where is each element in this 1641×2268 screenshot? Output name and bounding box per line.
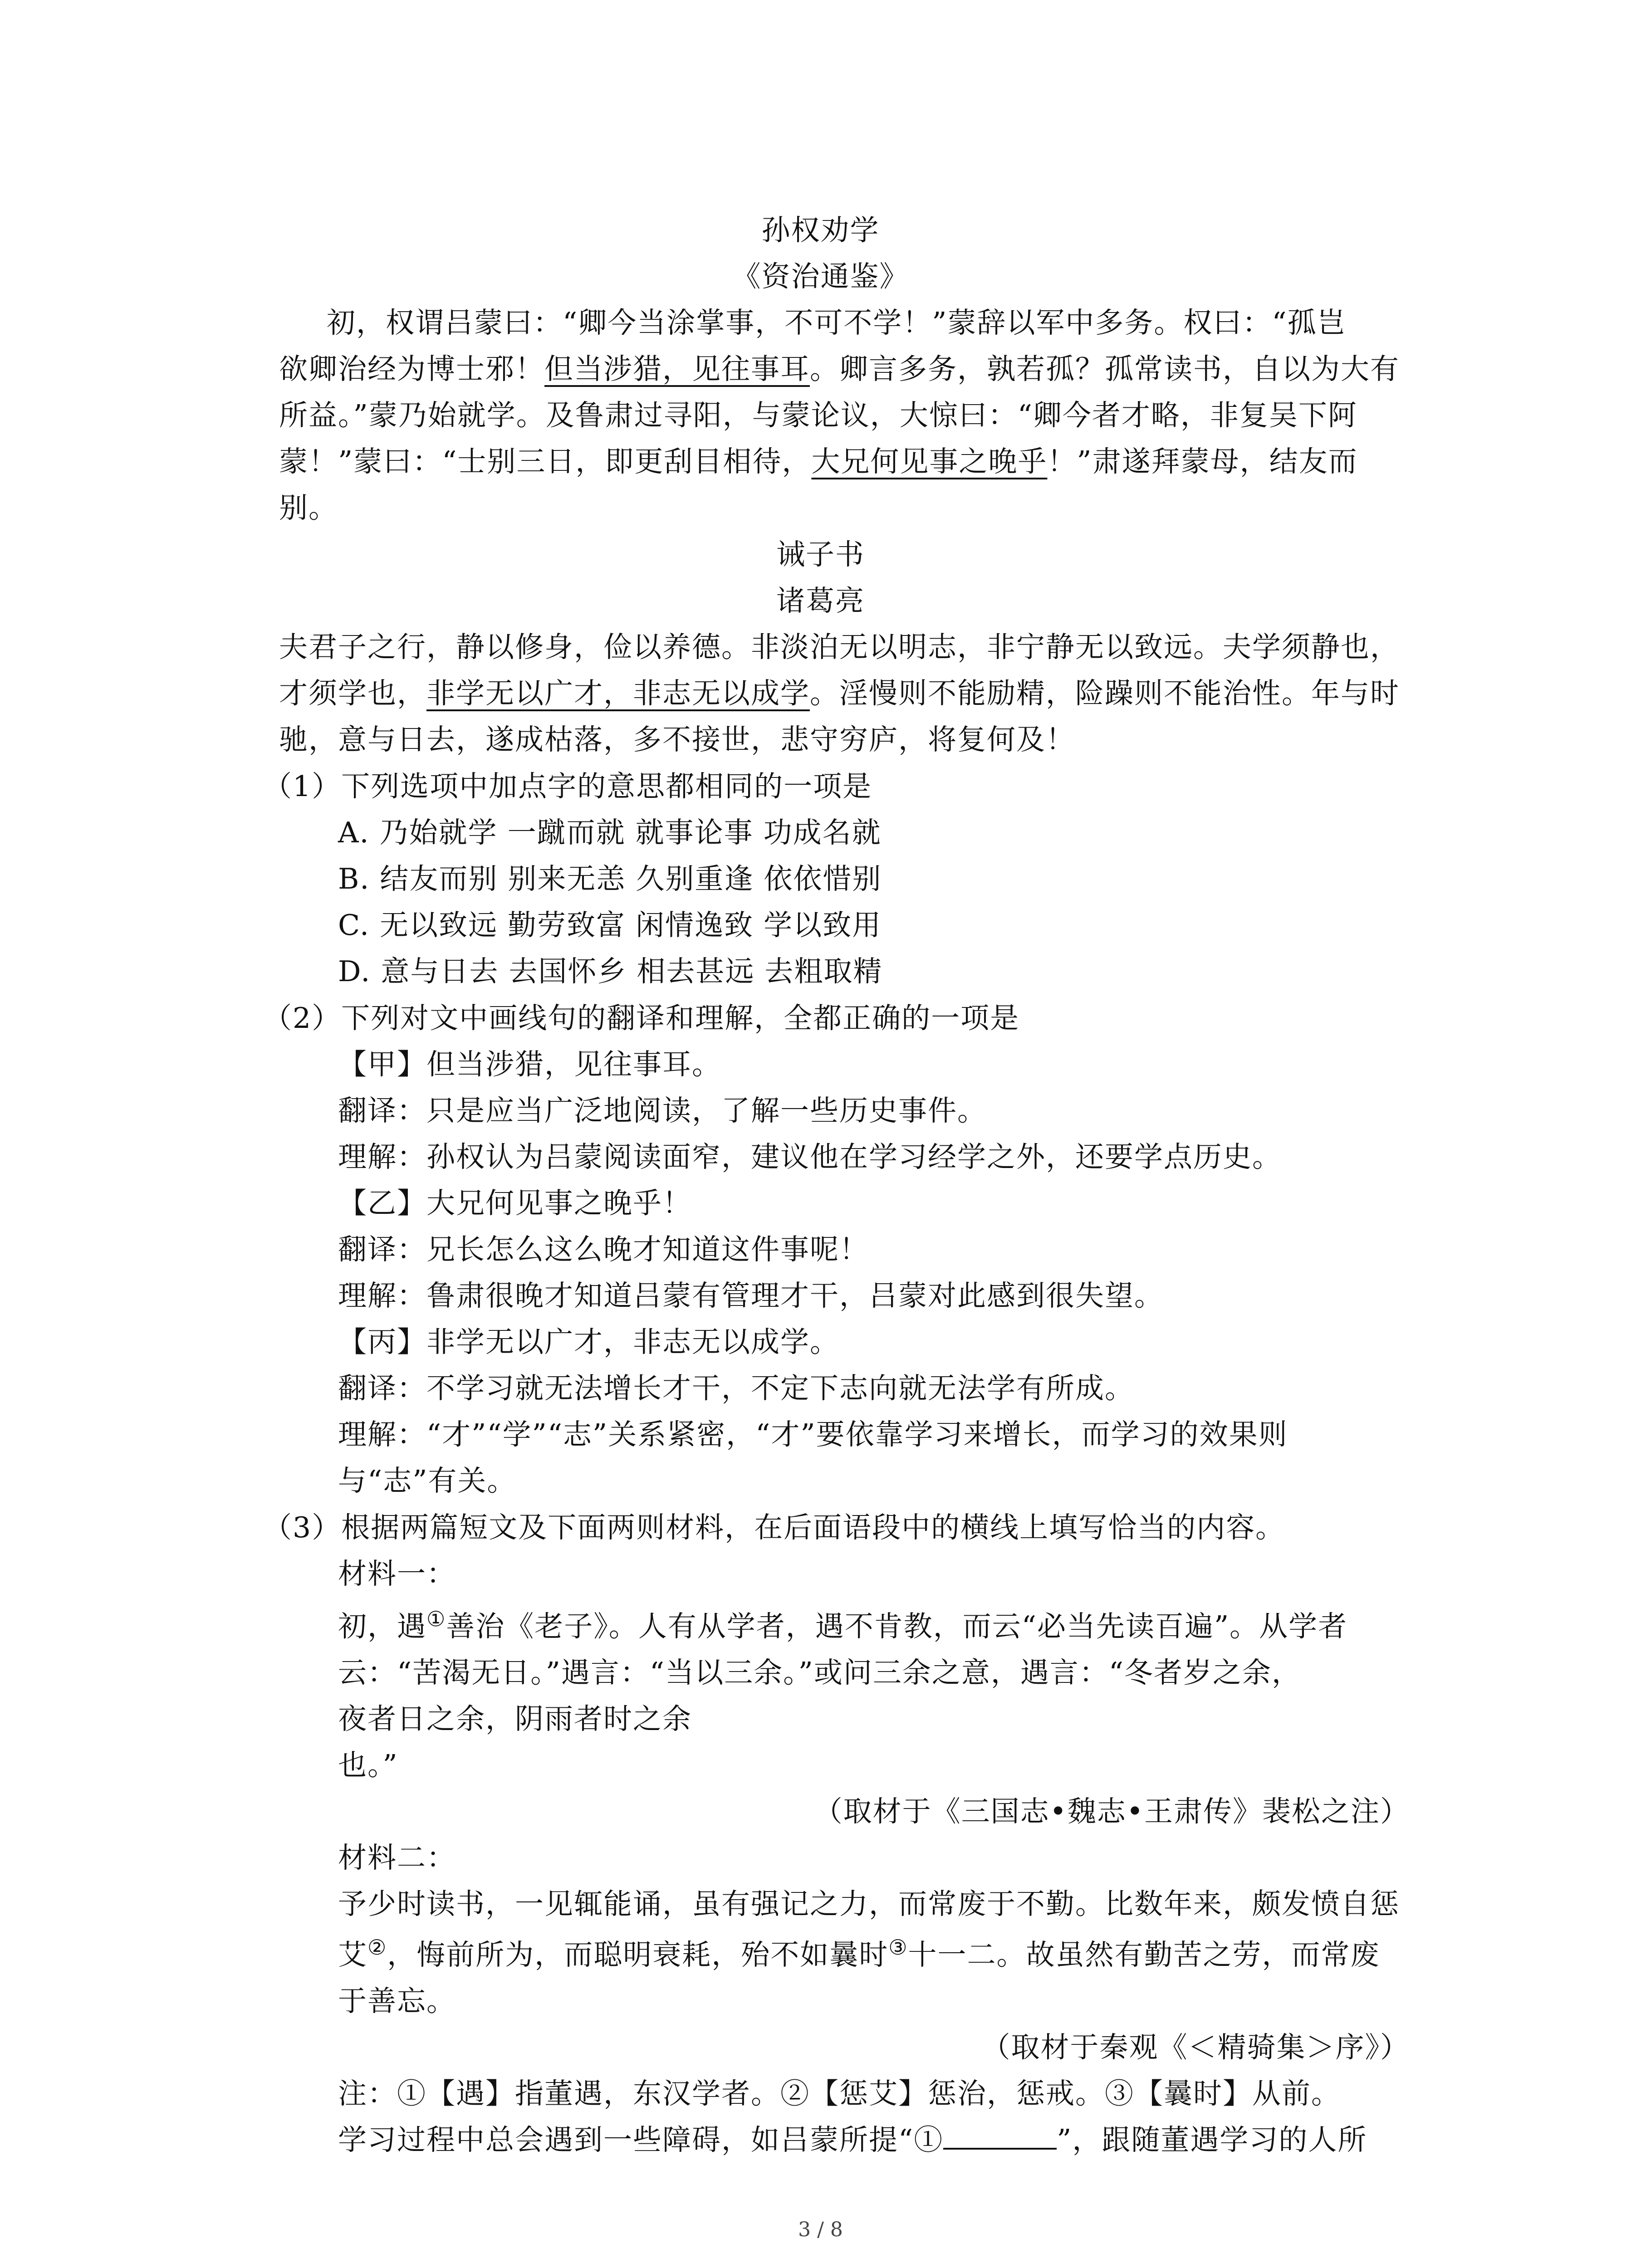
- question-1-stem: （1）下列选项中加点字的意思都相同的一项是: [263, 770, 872, 803]
- footnote-marker: ②: [367, 1935, 387, 1960]
- passage1-line: 欲卿治经为博士邪！但当涉猎，见往事耳。卿言多务，孰若孤？孤常读书，自以为大有: [279, 352, 1400, 386]
- material-2-source: （取材于秦观《＜精骑集＞序》）: [981, 2031, 1410, 2064]
- fill-in-paragraph: 学习过程中总会遇到一些障碍，如吕蒙所提“① ”，跟随董遇学习的人所: [338, 2118, 1367, 2162]
- footnote-marker: ③: [888, 1935, 908, 1960]
- item-jia-understanding: 理解：孙权认为吕蒙阅读面窄，建议他在学习经学之外，还要学点历史。: [338, 1140, 1282, 1173]
- question-3-stem: （3）根据两篇短文及下面两则材料，在后面语段中的横线上填写恰当的内容。: [263, 1511, 1285, 1544]
- item-jia: 【甲】但当涉猎，见往事耳。: [338, 1048, 721, 1081]
- passage2-title: 诫子书: [776, 538, 865, 571]
- material-1-line: 初，遇①善治《老子》。人有从学者，遇不肯教，而云“必当先读百遍”。从学者: [338, 1607, 1348, 1643]
- passage2-line: 才须学也，非学无以广才，非志无以成学。淫慢则不能励精，险躁则不能治性。年与时: [279, 677, 1400, 710]
- item-bing-translation: 翻译：不学习就无法增长才干，不定下志向就无法学有所成。: [338, 1372, 1134, 1405]
- material-2-line: 艾②，悔前所为，而聪明衰耗，殆不如曩时③十一二。故虽然有勤苦之劳，而常废: [338, 1935, 1380, 1971]
- material-1-line: 夜者日之余，阴雨者时之余: [338, 1702, 692, 1735]
- item-yi: 【乙】大兄何见事之晚乎！: [338, 1187, 692, 1220]
- passage2-author: 诸葛亮: [776, 584, 865, 617]
- material-1-line: 云：“苦渴无日。”遇言：“当以三余。”或问三余之意，遇言：“冬者岁之余，: [338, 1656, 1302, 1689]
- item-yi-translation: 翻译：兄长怎么这么晚才知道这件事呢！: [338, 1233, 869, 1266]
- material-2-label: 材料二：: [338, 1841, 456, 1874]
- passage1-title: 孙权劝学: [761, 214, 880, 247]
- material-1-label: 材料一：: [338, 1557, 456, 1590]
- underlined-sentence-bing: 非学无以广才，非志无以成学: [426, 677, 810, 710]
- item-bing-understanding: 与“志”有关。: [338, 1464, 517, 1497]
- item-jia-translation: 翻译：只是应当广泛地阅读，了解一些历史事件。: [338, 1094, 987, 1127]
- underlined-sentence-yi: 大兄何见事之晚乎: [811, 445, 1048, 478]
- underlined-sentence-jia: 但当涉猎，见往事耳: [544, 352, 810, 386]
- passage1-source: 《资治通鉴》: [732, 260, 909, 293]
- notes: 注：①【遇】指董遇，东汉学者。②【惩艾】惩治，惩戒。③【曩时】从前。: [338, 2077, 1341, 2110]
- passage1-line: 所益。”蒙乃始就学。及鲁肃过寻阳，与蒙论议，大惊曰：“卿今者才略，非复吴下阿: [279, 399, 1357, 432]
- item-yi-understanding: 理解：鲁肃很晚才知道吕蒙有管理才干，吕蒙对此感到很失望。: [338, 1279, 1164, 1312]
- item-bing: 【丙】非学无以广才，非志无以成学。: [338, 1325, 839, 1359]
- question-2-stem: （2）下列对文中画线句的翻译和理解，全都正确的一项是: [263, 1002, 1020, 1035]
- option-a: A. 乃始就学 一蹴而就 就事论事 功成名就: [338, 816, 882, 849]
- material-2-line: 于善忘。: [338, 1984, 456, 2018]
- material-2-line: 予少时读书，一见辄能诵，虽有强记之力，而常废于不勤。比数年来，颇发愤自惩: [338, 1887, 1400, 1921]
- answer-blank-1[interactable]: [943, 2121, 1057, 2150]
- passage1-line: 别。: [279, 491, 338, 524]
- item-bing-understanding: 理解：“才”“学”“志”关系紧密，“才”要依靠学习来增长，而学习的效果则: [338, 1418, 1288, 1451]
- option-b: B. 结友而别 别来无恙 久别重逢 依依惜别: [338, 862, 882, 895]
- footnote-marker: ①: [426, 1607, 446, 1631]
- passage2-line: 夫君子之行，静以修身，俭以养德。非淡泊无以明志，非宁静无以致远。夫学须静也，: [279, 631, 1400, 664]
- passage1-line: 初，权谓吕蒙曰：“卿今当涂掌事，不可不学！”蒙辞以军中多务。权曰：“孤岂: [327, 306, 1347, 339]
- material-1-source: （取材于《三国志•魏志•王肃传》裴松之注）: [813, 1795, 1410, 1828]
- option-d: D. 意与日去 去国怀乡 相去甚远 去粗取精: [338, 955, 883, 988]
- passage2-line: 驰，意与日去，遂成枯落，多不接世，悲守穷庐，将复何及！: [279, 723, 1075, 756]
- page-number: 3 / 8: [798, 2218, 843, 2241]
- option-c: C. 无以致远 勤劳致富 闲情逸致 学以致用: [338, 909, 882, 942]
- passage1-line: 蒙！”蒙曰：“士别三日，即更刮目相待，大兄何见事之晚乎！”肃遂拜蒙母，结友而: [279, 445, 1358, 478]
- material-1-line: 也。”: [338, 1749, 398, 1782]
